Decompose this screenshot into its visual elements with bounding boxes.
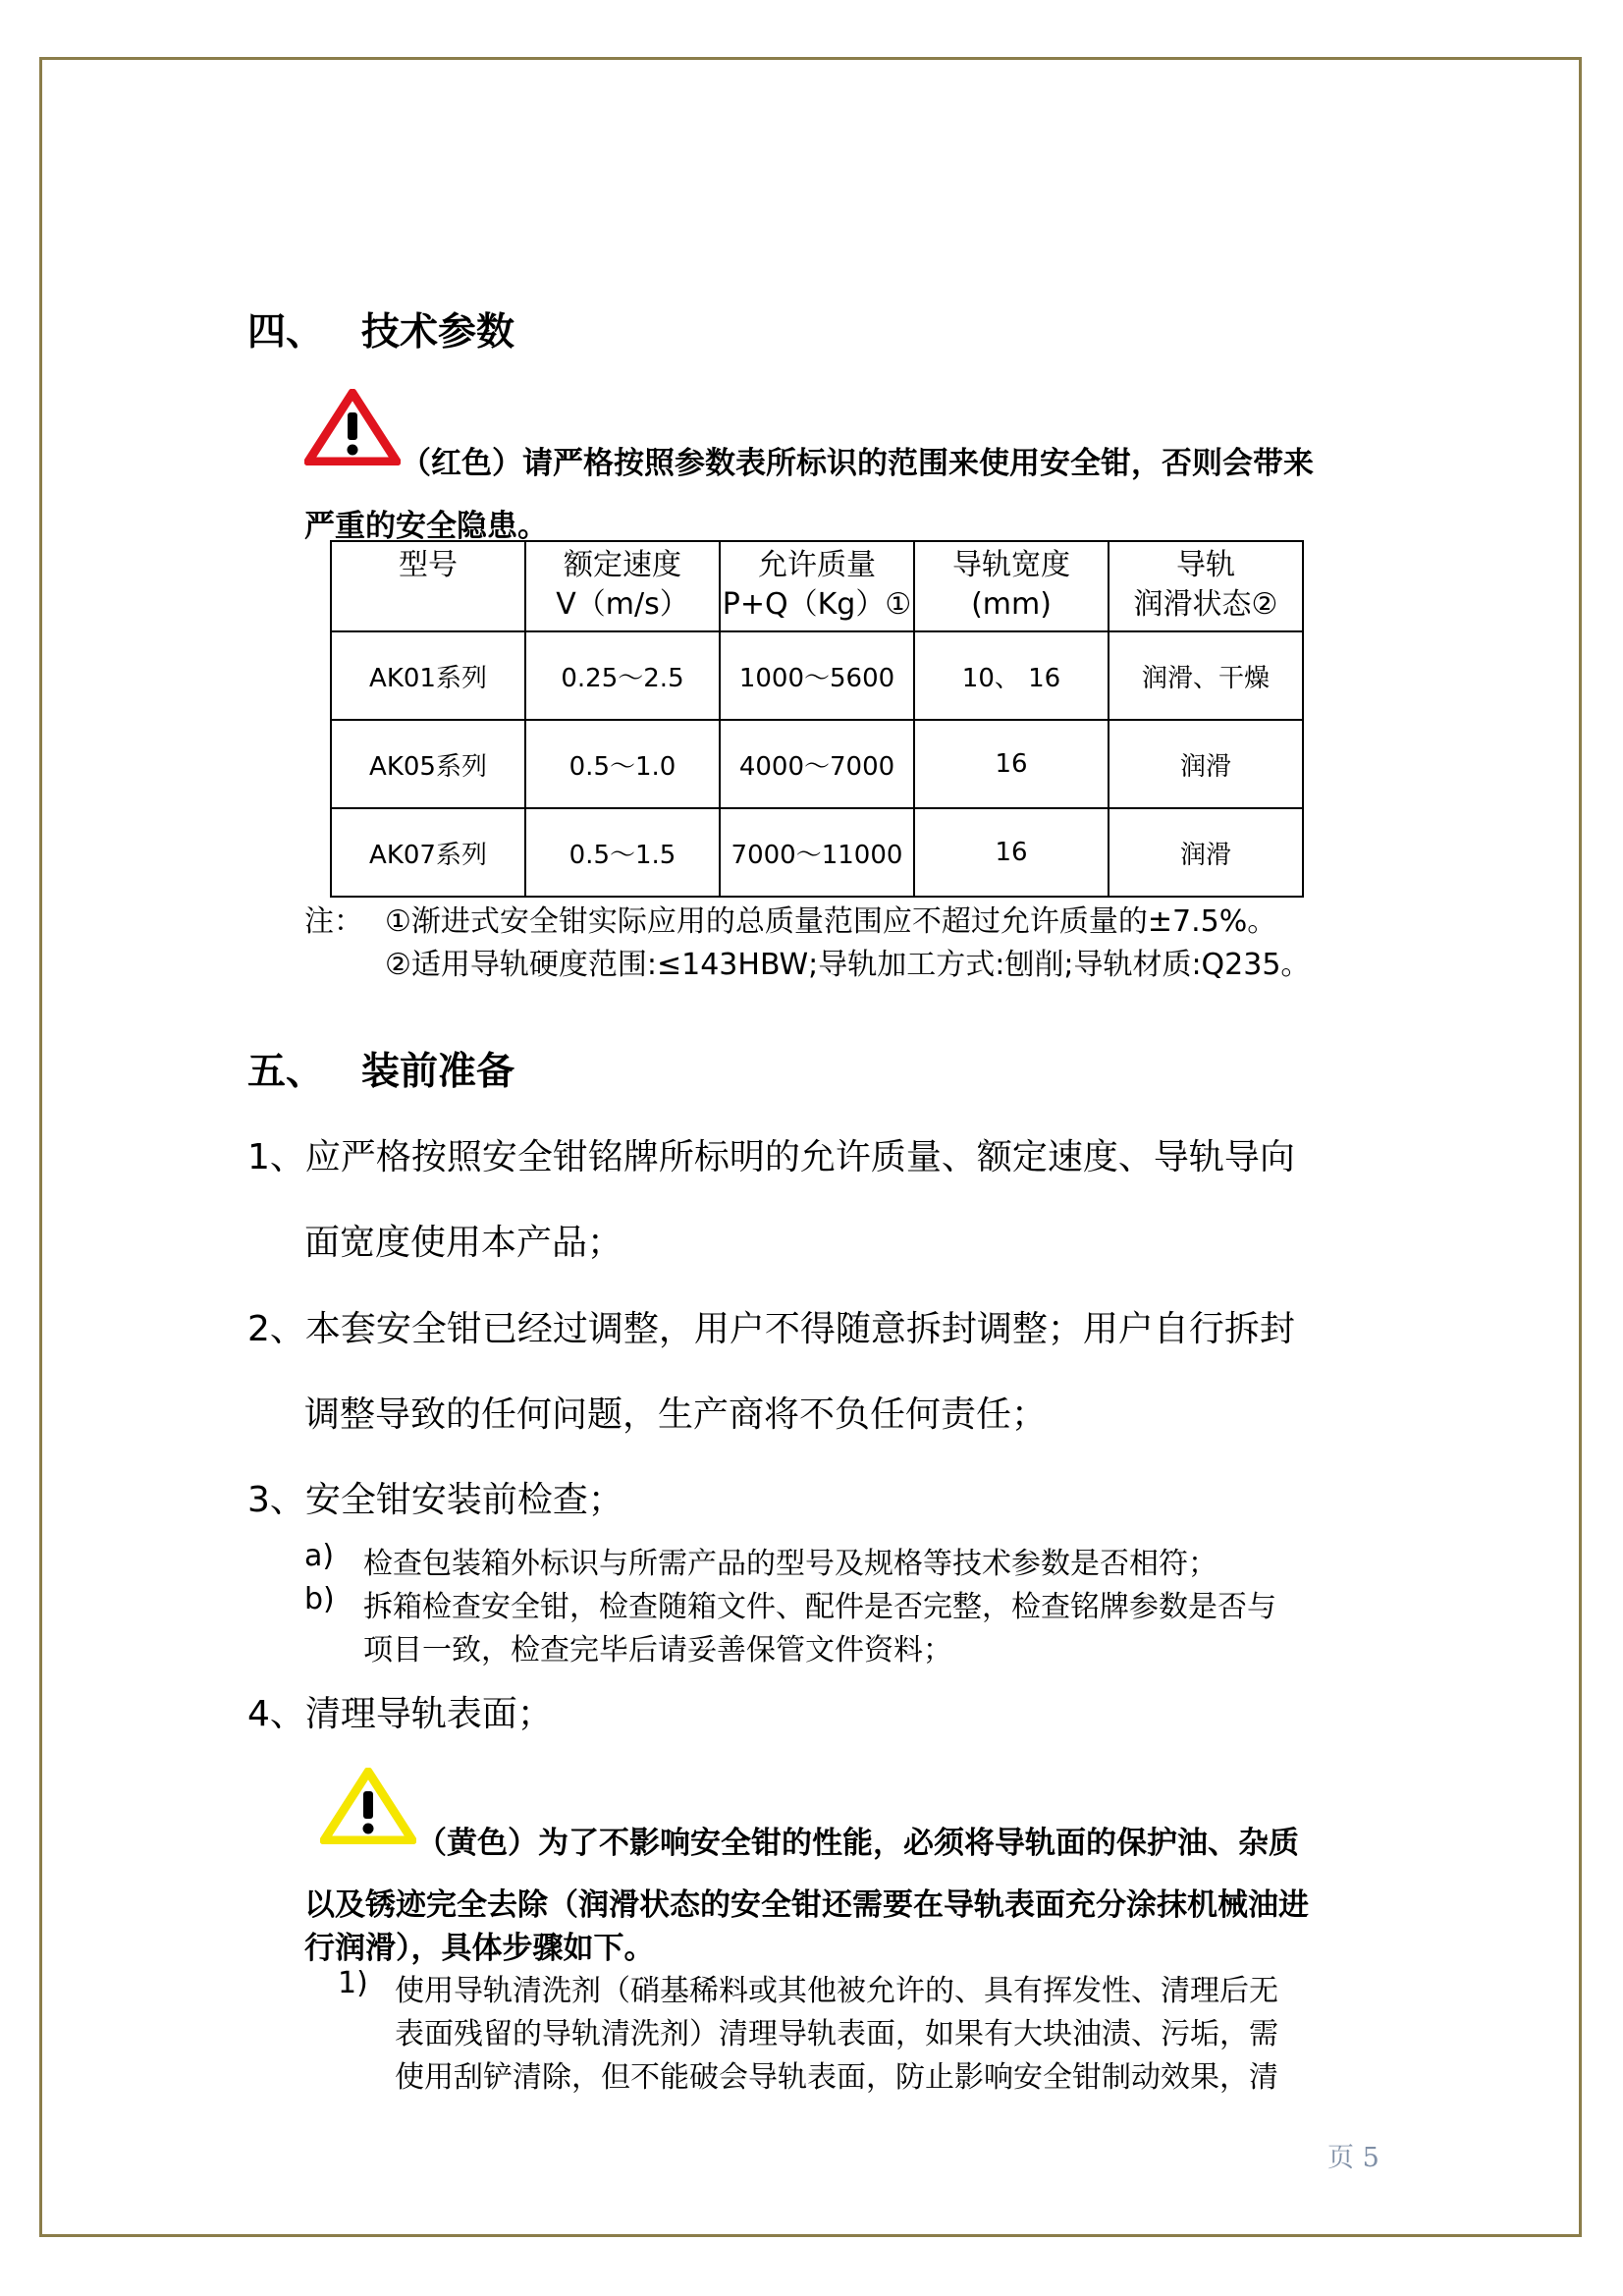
item1-line1: 1、应严格按照安全钳铭牌所标明的允许质量、额定速度、导轨导向 [247, 1137, 1295, 1177]
table-cell: 润滑 [1109, 808, 1303, 897]
table-cell: 16 [914, 720, 1109, 808]
sub-b-line1: 拆箱检查安全钳，检查随箱文件、配件是否完整，检查铭牌参数是否与 [363, 1590, 1276, 1624]
item2-line1: 2、本套安全钳已经过调整，用户不得随意拆封调整；用户自行拆封 [247, 1309, 1295, 1349]
table-cell: AK07系列 [331, 808, 525, 897]
section4-number: 四、 [247, 310, 325, 355]
warning-yellow-icon [320, 1768, 416, 1844]
section4-warning-line2: 严重的安全隐患。 [304, 509, 548, 544]
table-header-row [331, 541, 1303, 631]
table-header-cell: 型号 [331, 541, 525, 631]
table-cell: 0.5～1.5 [525, 808, 720, 897]
section5-title: 装前准备 [361, 1050, 515, 1094]
table-cell: 4000～7000 [720, 720, 914, 808]
step1-label: 1) [338, 1966, 368, 2000]
note2: ②适用导轨硬度范围:≤143HBW;导轨加工方式:刨削;导轨材质:Q235。 [385, 948, 1311, 982]
step1-line1: 使用导轨清洗剂（硝基稀料或其他被允许的、具有挥发性、清理后无 [395, 1974, 1278, 2008]
page-number: 页 5 [1327, 2143, 1380, 2173]
table-header-cell: 额定速度 V（m/s） [525, 541, 720, 631]
table-header-cell: 允许质量 P+Q（Kg）① [720, 541, 914, 631]
table-row [331, 631, 1303, 720]
table-cell: 润滑 [1109, 720, 1303, 808]
table-row [331, 720, 1303, 808]
table-cell: 7000～11000 [720, 808, 914, 897]
table-header-cell: 导轨 润滑状态② [1109, 541, 1303, 631]
section5-warning-line2: 以及锈迹完全去除（润滑状态的安全钳还需要在导轨表面充分涂抹机械油进 [304, 1887, 1309, 1923]
table-cell: AK01系列 [331, 631, 525, 720]
warning-red-icon [304, 389, 401, 465]
table-row [331, 808, 1303, 897]
table-cell: 润滑、干燥 [1109, 631, 1303, 720]
spec-table [330, 540, 1304, 898]
note-label: 注： [304, 904, 363, 939]
section5-number: 五、 [247, 1050, 325, 1094]
table-cell: 0.5～1.0 [525, 720, 720, 808]
note1: ①渐进式安全钳实际应用的总质量范围应不超过允许质量的±7.5%。 [385, 904, 1277, 939]
section5-warning-line1: （黄色）为了不影响安全钳的性能，必须将导轨面的保护油、杂质 [416, 1826, 1299, 1861]
table-cell: 0.25～2.5 [525, 631, 720, 720]
table-cell: 1000～5600 [720, 631, 914, 720]
item4: 4、清理导轨表面； [247, 1694, 553, 1734]
section4-title: 技术参数 [361, 310, 515, 355]
sub-a-label: a) [304, 1539, 335, 1573]
item3: 3、安全钳安装前检查； [247, 1480, 623, 1520]
section4-warning-line1: （红色）请严格按照参数表所标识的范围来使用安全钳，否则会带来 [401, 446, 1314, 481]
step1-line2: 表面残留的导轨清洗剂）清理导轨表面，如果有大块油渍、污垢，需 [395, 2017, 1278, 2051]
sub-b-label: b) [304, 1582, 335, 1616]
item1-line2: 面宽度使用本产品； [304, 1223, 623, 1263]
sub-a-text: 检查包装箱外标识与所需产品的型号及规格等技术参数是否相符； [363, 1547, 1217, 1581]
section5-warning-line3: 行润滑），具体步骤如下。 [304, 1931, 655, 1966]
item2-line2: 调整导致的任何问题，生产商将不负任何责任； [304, 1394, 1048, 1435]
table-cell: 10、 16 [914, 631, 1109, 720]
table-header-cell: 导轨宽度 (mm) [914, 541, 1109, 631]
table-cell: 16 [914, 808, 1109, 897]
sub-b-line2: 项目一致，检查完毕后请妥善保管文件资料； [363, 1633, 952, 1667]
table-cell: AK05系列 [331, 720, 525, 808]
step1-line3: 使用刮铲清除，但不能破会导轨表面，防止影响安全钳制动效果，清 [395, 2060, 1278, 2095]
